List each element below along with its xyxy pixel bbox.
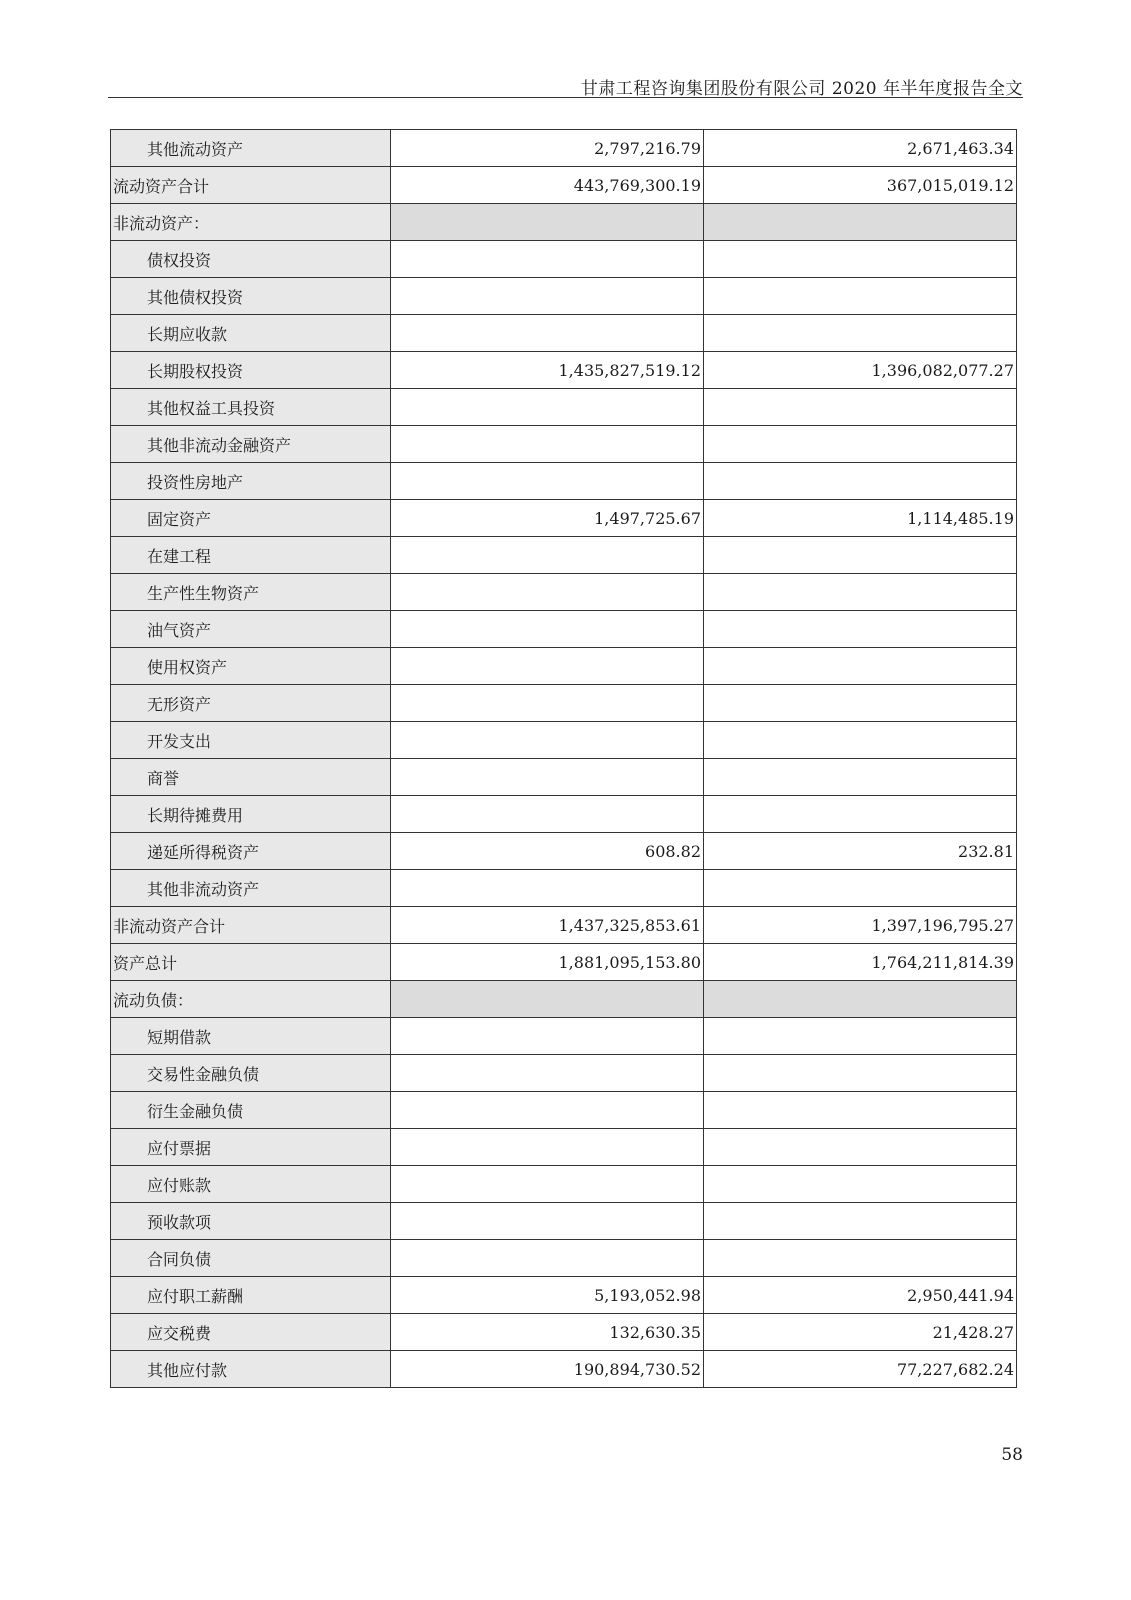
current-period-value xyxy=(391,685,704,722)
table-row xyxy=(111,907,1017,944)
current-period-value xyxy=(391,648,704,685)
current-period-value: 608.82 xyxy=(391,833,704,870)
prior-period-value xyxy=(704,1018,1017,1055)
balance-sheet-table xyxy=(110,129,1017,1388)
table-row xyxy=(111,1018,1017,1055)
row-label: 其他应付款 xyxy=(111,1351,391,1388)
row-label: 固定资产 xyxy=(111,500,391,537)
prior-period-value xyxy=(704,648,1017,685)
table-row xyxy=(111,685,1017,722)
row-label: 应付账款 xyxy=(111,1166,391,1203)
current-period-value xyxy=(391,1018,704,1055)
current-period-value: 1,881,095,153.80 xyxy=(391,944,704,981)
table-row xyxy=(111,574,1017,611)
table-row xyxy=(111,796,1017,833)
prior-period-value: 2,671,463.34 xyxy=(704,130,1017,167)
prior-period-value xyxy=(704,389,1017,426)
prior-period-value xyxy=(704,1166,1017,1203)
current-period-value xyxy=(391,1240,704,1277)
row-label: 其他非流动金融资产 xyxy=(111,426,391,463)
current-period-value xyxy=(391,574,704,611)
table-row xyxy=(111,1203,1017,1240)
table-row xyxy=(111,426,1017,463)
row-label: 投资性房地产 xyxy=(111,463,391,500)
row-label: 无形资产 xyxy=(111,685,391,722)
report-header-title: 甘肃工程咨询集团股份有限公司 2020 年半年度报告全文 xyxy=(580,79,1023,99)
current-period-value: 132,630.35 xyxy=(391,1314,704,1351)
prior-period-value: 2,950,441.94 xyxy=(704,1277,1017,1314)
row-label: 使用权资产 xyxy=(111,648,391,685)
table-row xyxy=(111,1092,1017,1129)
current-period-value: 1,437,325,853.61 xyxy=(391,907,704,944)
table-row xyxy=(111,204,1017,241)
current-period-value: 443,769,300.19 xyxy=(391,167,704,204)
table-row xyxy=(111,352,1017,389)
row-label: 债权投资 xyxy=(111,241,391,278)
row-label: 油气资产 xyxy=(111,611,391,648)
table-row xyxy=(111,537,1017,574)
prior-period-value: 77,227,682.24 xyxy=(704,1351,1017,1388)
current-period-value: 5,193,052.98 xyxy=(391,1277,704,1314)
row-label: 长期待摊费用 xyxy=(111,796,391,833)
current-period-value xyxy=(391,722,704,759)
row-label: 在建工程 xyxy=(111,537,391,574)
current-period-value xyxy=(391,389,704,426)
row-label: 资产总计 xyxy=(111,944,391,981)
row-label: 流动资产合计 xyxy=(111,167,391,204)
row-label: 其他权益工具投资 xyxy=(111,389,391,426)
table-row xyxy=(111,1055,1017,1092)
table-row xyxy=(111,463,1017,500)
prior-period-value xyxy=(704,981,1017,1018)
prior-period-value xyxy=(704,574,1017,611)
prior-period-value: 1,397,196,795.27 xyxy=(704,907,1017,944)
current-period-value xyxy=(391,796,704,833)
table-row xyxy=(111,944,1017,981)
prior-period-value xyxy=(704,204,1017,241)
row-label: 商誉 xyxy=(111,759,391,796)
current-period-value xyxy=(391,241,704,278)
current-period-value xyxy=(391,981,704,1018)
current-period-value: 190,894,730.52 xyxy=(391,1351,704,1388)
prior-period-value xyxy=(704,426,1017,463)
row-label: 长期股权投资 xyxy=(111,352,391,389)
prior-period-value xyxy=(704,537,1017,574)
prior-period-value xyxy=(704,241,1017,278)
prior-period-value xyxy=(704,796,1017,833)
table-row xyxy=(111,167,1017,204)
row-label: 开发支出 xyxy=(111,722,391,759)
table-row xyxy=(111,500,1017,537)
row-label: 其他债权投资 xyxy=(111,278,391,315)
row-label: 交易性金融负债 xyxy=(111,1055,391,1092)
table-row xyxy=(111,1314,1017,1351)
prior-period-value xyxy=(704,722,1017,759)
row-label: 长期应收款 xyxy=(111,315,391,352)
prior-period-value: 21,428.27 xyxy=(704,1314,1017,1351)
table-row xyxy=(111,981,1017,1018)
table-row xyxy=(111,759,1017,796)
prior-period-value xyxy=(704,315,1017,352)
table-row xyxy=(111,389,1017,426)
current-period-value xyxy=(391,1055,704,1092)
current-period-value xyxy=(391,611,704,648)
current-period-value: 1,435,827,519.12 xyxy=(391,352,704,389)
row-label: 预收款项 xyxy=(111,1203,391,1240)
current-period-value xyxy=(391,1203,704,1240)
row-label: 递延所得税资产 xyxy=(111,833,391,870)
current-period-value: 1,497,725.67 xyxy=(391,500,704,537)
current-period-value xyxy=(391,204,704,241)
row-label: 应付票据 xyxy=(111,1129,391,1166)
current-period-value xyxy=(391,426,704,463)
table-row xyxy=(111,1166,1017,1203)
prior-period-value xyxy=(704,611,1017,648)
table-row xyxy=(111,241,1017,278)
header-rule xyxy=(108,97,1023,98)
row-label: 其他非流动资产 xyxy=(111,870,391,907)
prior-period-value xyxy=(704,870,1017,907)
row-label: 短期借款 xyxy=(111,1018,391,1055)
prior-period-value xyxy=(704,278,1017,315)
prior-period-value: 232.81 xyxy=(704,833,1017,870)
prior-period-value: 1,396,082,077.27 xyxy=(704,352,1017,389)
row-label: 非流动资产合计 xyxy=(111,907,391,944)
table-row xyxy=(111,1129,1017,1166)
prior-period-value xyxy=(704,685,1017,722)
prior-period-value xyxy=(704,1203,1017,1240)
prior-period-value: 367,015,019.12 xyxy=(704,167,1017,204)
table-row xyxy=(111,611,1017,648)
table-row xyxy=(111,315,1017,352)
current-period-value xyxy=(391,1166,704,1203)
current-period-value xyxy=(391,315,704,352)
page-number: 58 xyxy=(1001,1445,1023,1465)
table-row xyxy=(111,648,1017,685)
current-period-value xyxy=(391,537,704,574)
prior-period-value xyxy=(704,463,1017,500)
prior-period-value xyxy=(704,1129,1017,1166)
current-period-value: 2,797,216.79 xyxy=(391,130,704,167)
prior-period-value: 1,114,485.19 xyxy=(704,500,1017,537)
table-row xyxy=(111,1240,1017,1277)
prior-period-value: 1,764,211,814.39 xyxy=(704,944,1017,981)
row-label: 非流动资产： xyxy=(111,204,391,241)
prior-period-value xyxy=(704,759,1017,796)
table-row xyxy=(111,870,1017,907)
table-row xyxy=(111,833,1017,870)
row-label: 合同负债 xyxy=(111,1240,391,1277)
current-period-value xyxy=(391,870,704,907)
current-period-value xyxy=(391,759,704,796)
row-label: 衍生金融负债 xyxy=(111,1092,391,1129)
row-label: 流动负债： xyxy=(111,981,391,1018)
prior-period-value xyxy=(704,1092,1017,1129)
row-label: 其他流动资产 xyxy=(111,130,391,167)
prior-period-value xyxy=(704,1240,1017,1277)
current-period-value xyxy=(391,278,704,315)
table-row xyxy=(111,1351,1017,1388)
table-row xyxy=(111,1277,1017,1314)
table-row xyxy=(111,130,1017,167)
table-row xyxy=(111,278,1017,315)
row-label: 应付职工薪酬 xyxy=(111,1277,391,1314)
current-period-value xyxy=(391,463,704,500)
row-label: 应交税费 xyxy=(111,1314,391,1351)
row-label: 生产性生物资产 xyxy=(111,574,391,611)
current-period-value xyxy=(391,1092,704,1129)
current-period-value xyxy=(391,1129,704,1166)
table-row xyxy=(111,722,1017,759)
prior-period-value xyxy=(704,1055,1017,1092)
